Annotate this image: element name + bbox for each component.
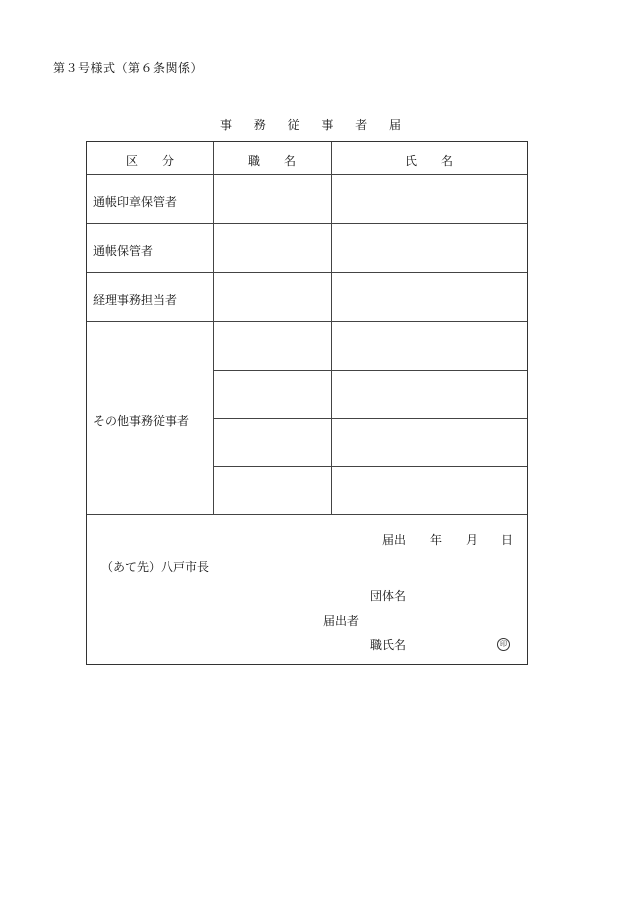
- form-number: 第３号様式（第６条関係）: [53, 61, 204, 75]
- name-entry-cell[interactable]: [332, 371, 527, 418]
- row-label-accounting-staff: 経理事務担当者: [93, 293, 178, 307]
- name-entry-cell[interactable]: [332, 175, 527, 223]
- name-entry-cell[interactable]: [332, 273, 527, 321]
- header-position: 職 名: [247, 154, 296, 168]
- form-title: 事 務 従 事 者 届: [219, 118, 411, 132]
- addressee: （あて先）八戸市長: [101, 560, 210, 574]
- name-entry-cell[interactable]: [332, 224, 527, 272]
- position-entry-cell[interactable]: [214, 273, 331, 321]
- position-entry-cell[interactable]: [214, 419, 331, 466]
- month-label: 月: [466, 533, 479, 547]
- header-category: 区 分: [125, 154, 174, 168]
- name-entry-cell[interactable]: [332, 419, 527, 466]
- form-table: [86, 141, 528, 665]
- title-name-label: 職氏名: [370, 638, 407, 652]
- year-label: 年: [430, 533, 443, 547]
- name-entry-cell[interactable]: [332, 322, 527, 370]
- header-name: 氏 名: [404, 154, 453, 168]
- name-entry-cell[interactable]: [332, 467, 527, 514]
- position-entry-cell[interactable]: [214, 322, 331, 370]
- row-label-seal-keeper: 通帳印章保管者: [93, 195, 178, 209]
- day-label: 日: [501, 533, 514, 547]
- table-bottom-divider: [87, 514, 527, 515]
- position-entry-cell[interactable]: [214, 371, 331, 418]
- position-entry-cell[interactable]: [214, 467, 331, 514]
- row-label-passbook-keeper: 通帳保管者: [93, 244, 154, 258]
- position-entry-cell[interactable]: [214, 175, 331, 223]
- submitter-label: 届出者: [323, 614, 360, 628]
- organization-label: 団体名: [370, 589, 407, 603]
- seal-mark: 印: [497, 638, 510, 651]
- row-label-other-staff: その他事務従事者: [93, 414, 190, 428]
- submission-label: 届出: [382, 533, 407, 547]
- position-entry-cell[interactable]: [214, 224, 331, 272]
